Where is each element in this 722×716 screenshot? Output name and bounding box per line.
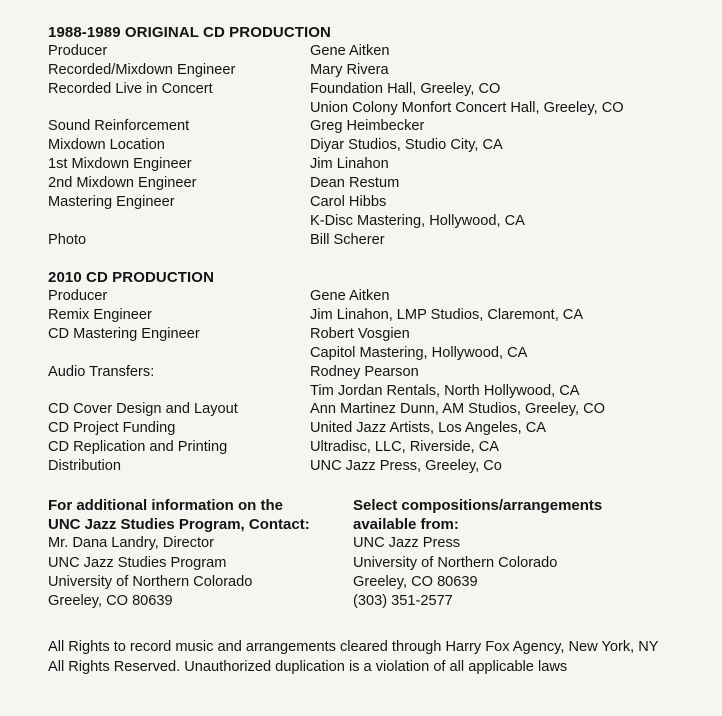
credit-value: Diyar Studios, Studio City, CA	[310, 137, 503, 153]
credit-row	[48, 288, 708, 307]
credit-row	[48, 175, 708, 194]
credit-row	[48, 194, 708, 213]
credit-role: CD Mastering Engineer	[48, 326, 200, 342]
credit-value: Mary Rivera	[310, 62, 389, 78]
credit-value: Capitol Mastering, Hollywood, CA	[310, 345, 528, 361]
credit-value: Bill Scherer	[310, 232, 385, 248]
credit-row	[48, 81, 708, 100]
section-title-original-production: 1988-1989 ORIGINAL CD PRODUCTION	[48, 24, 331, 41]
credit-row	[48, 232, 708, 251]
contact-heading: For additional information on the	[48, 497, 283, 514]
contact-heading: available from:	[353, 516, 459, 534]
credit-row	[48, 156, 708, 175]
credit-value: Carol Hibbs	[310, 194, 387, 210]
credit-value: Tim Jordan Rentals, North Hollywood, CA	[310, 383, 580, 399]
credit-role: Distribution	[48, 458, 121, 474]
contact-line: Greeley, CO 80639	[48, 593, 173, 610]
credit-value: Robert Vosgien	[310, 326, 410, 342]
credit-role: CD Project Funding	[48, 420, 176, 436]
credit-role: 1st Mixdown Engineer	[48, 156, 192, 172]
credit-value: Ultradisc, LLC, Riverside, CA	[310, 439, 499, 455]
rights-notice	[48, 637, 713, 677]
credit-row	[48, 43, 708, 62]
contact-line: University of Northern Colorado	[48, 573, 253, 590]
contact-line: Greeley, CO 80639	[353, 573, 478, 590]
rights-line: All Rights Reserved. Unauthorized duplication is a violation of all applicable laws	[48, 659, 568, 675]
credit-value: United Jazz Artists, Los Angeles, CA	[310, 420, 547, 436]
credit-row	[48, 439, 708, 458]
credit-row	[48, 383, 708, 402]
credit-value: Gene Aitken	[310, 43, 390, 59]
credit-row	[48, 458, 708, 477]
credit-role: Mixdown Location	[48, 137, 165, 153]
credit-role: Producer	[48, 288, 108, 304]
credit-role: CD Replication and Printing	[48, 439, 228, 455]
credit-row	[48, 137, 708, 156]
contact-line: UNC Jazz Studies Program	[48, 554, 227, 571]
credit-value: Rodney Pearson	[310, 364, 419, 380]
credit-role: Producer	[48, 43, 108, 59]
credit-role: CD Cover Design and Layout	[48, 401, 238, 417]
credit-role: Remix Engineer	[48, 307, 152, 323]
credit-value: Dean Restum	[310, 175, 400, 191]
contact-heading: UNC Jazz Studies Program, Contact:	[48, 516, 310, 534]
credit-row	[48, 345, 708, 364]
contact-info-left	[48, 496, 310, 611]
credit-row	[48, 213, 708, 232]
contact-info-right	[353, 496, 602, 611]
credit-row	[48, 326, 708, 345]
contact-heading: Select compositions/arrangements	[353, 497, 603, 514]
credit-role: Recorded Live in Concert	[48, 81, 213, 97]
credit-value: Jim Linahon	[310, 156, 389, 172]
section-title-2010-production: 2010 CD PRODUCTION	[48, 269, 215, 286]
credit-role: 2nd Mixdown Engineer	[48, 175, 197, 191]
contact-line: UNC Jazz Press	[353, 535, 461, 552]
credit-role: Photo	[48, 232, 87, 248]
credit-row	[48, 401, 708, 420]
contact-line: University of Northern Colorado	[353, 554, 558, 571]
credit-role: Audio Transfers:	[48, 364, 155, 380]
credit-value: Foundation Hall, Greeley, CO	[310, 81, 501, 97]
credit-value: K-Disc Mastering, Hollywood, CA	[310, 213, 525, 229]
credit-value: Greg Heimbecker	[310, 118, 425, 134]
credit-row	[48, 118, 708, 137]
credit-role: Recorded/Mixdown Engineer	[48, 62, 236, 78]
credit-value: UNC Jazz Press, Greeley, Co	[310, 458, 502, 474]
credit-value: Jim Linahon, LMP Studios, Claremont, CA	[310, 307, 584, 323]
credit-row	[48, 307, 708, 326]
credit-value: Gene Aitken	[310, 288, 390, 304]
credit-role: Mastering Engineer	[48, 194, 175, 210]
credit-value: Union Colony Monfort Concert Hall, Greeley, CO	[310, 100, 624, 116]
contact-line: Mr. Dana Landry, Director	[48, 535, 214, 552]
credit-row	[48, 420, 708, 439]
credit-row	[48, 364, 708, 383]
credit-row	[48, 62, 708, 81]
contact-line: (303) 351-2577	[353, 593, 453, 610]
credit-role: Sound Reinforcement	[48, 118, 190, 134]
rights-line: All Rights to record music and arrangements cleared through Harry Fox Agency, New York, NY	[48, 639, 659, 655]
credit-value: Ann Martinez Dunn, AM Studios, Greeley, CO	[310, 401, 605, 417]
credit-row	[48, 100, 708, 119]
